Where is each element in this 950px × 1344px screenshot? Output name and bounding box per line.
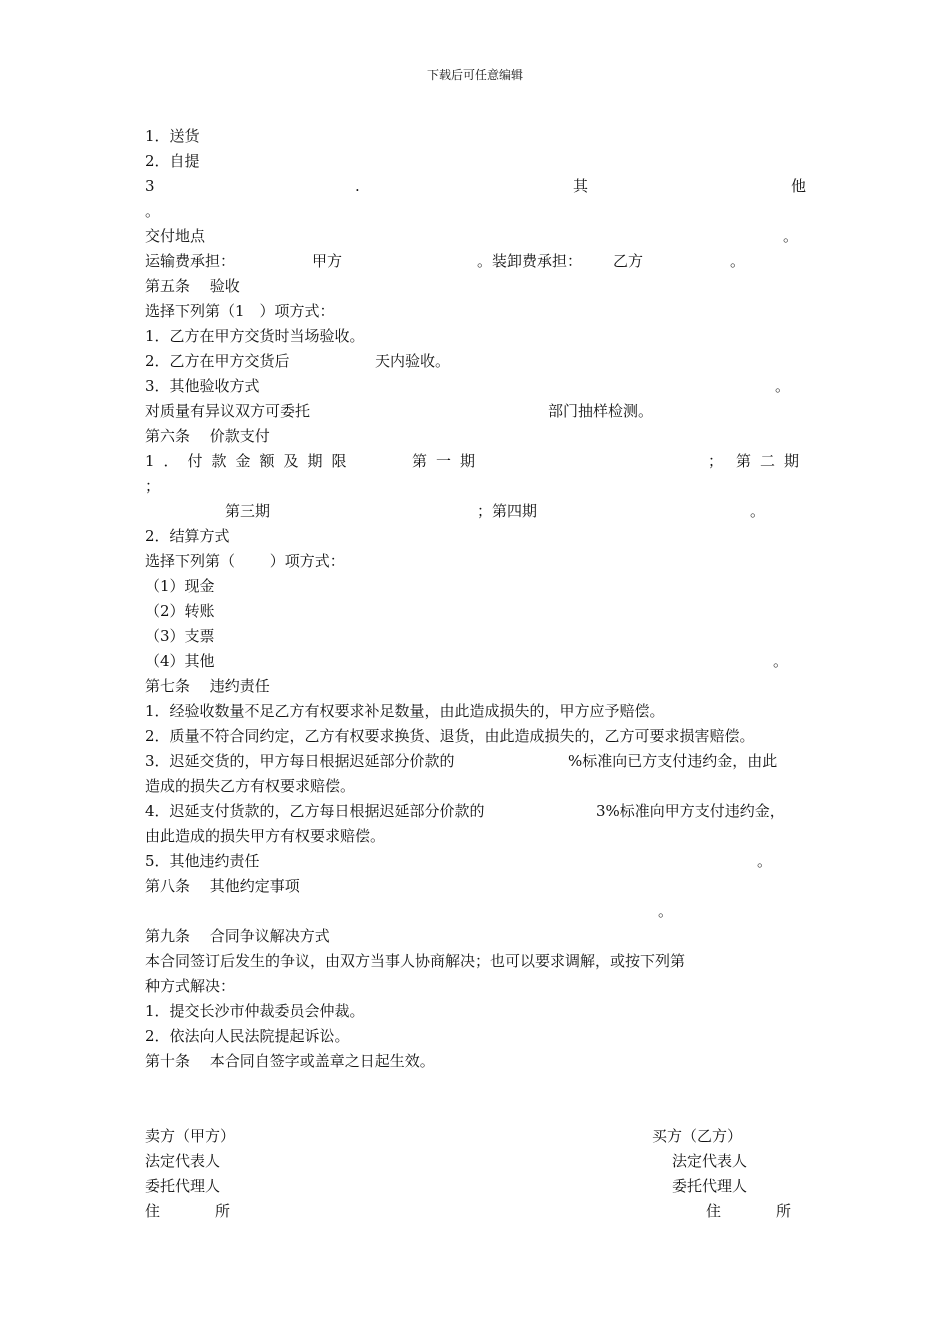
article-7-item-4: 4．迟延支付货款的，乙方每日根据迟延部分价款的 3%标准向甲方支付违约金， bbox=[145, 802, 785, 820]
article-9-line-1: 本合同签订后发生的争议，由双方当事人协商解决；也可以要求调解，或按下列第 bbox=[145, 952, 686, 970]
payment-terms-cont-2: 第三期 ；第四期 。 bbox=[225, 502, 766, 520]
delivery-option-3-end: 。 bbox=[145, 202, 161, 220]
article-5-item-3: 3．其他验收方式 。 bbox=[145, 377, 791, 395]
page-header: 下载后可任意编辑 bbox=[426, 68, 523, 82]
article-7-item-5: 5．其他违约责任 。 bbox=[145, 852, 773, 870]
delivery-option-2: 2．自提 bbox=[145, 152, 200, 170]
settlement-method: 2．结算方式 bbox=[145, 527, 230, 545]
article-8-title: 第八条 其他约定事项 bbox=[145, 877, 300, 895]
buyer-label: 买方（乙方） bbox=[652, 1127, 743, 1145]
payment-terms-cont-1: ； bbox=[145, 477, 161, 495]
settlement-option-cash: （1）现金 bbox=[145, 577, 215, 595]
signature-agent: 委托代理人 委托代理人 bbox=[145, 1177, 748, 1195]
article-5-item-1: 1．乙方在甲方交货时当场验收。 bbox=[145, 327, 365, 345]
article-10-title: 第十条 本合同自签字或盖章之日起生效。 bbox=[145, 1052, 435, 1070]
article-5-select: 选择下列第（1 ）项方式： bbox=[145, 302, 335, 320]
signature-parties bbox=[145, 1124, 807, 1149]
seller-label: 卖方（甲方） bbox=[145, 1127, 236, 1145]
settlement-option-cheque: （3）支票 bbox=[145, 627, 215, 645]
settlement-option-other: （4）其他 。 bbox=[145, 652, 789, 670]
article-9-line-2: 种方式解决： bbox=[145, 977, 236, 995]
article-9-title: 第九条 合同争议解决方式 bbox=[145, 927, 330, 945]
article-7-item-3-cont: 造成的损失乙方有权要求赔偿。 bbox=[145, 777, 356, 795]
delivery-place: 交付地点 。 bbox=[145, 227, 799, 245]
article-7-item-3: 3．迟延交货的，甲方每日根据迟延部分价款的 %标准向已方支付违约金，由此 bbox=[145, 752, 778, 770]
article-7-item-2: 2．质量不符合同约定，乙方有权要求换货、退货，由此造成损失的，乙方可要求损害赔偿。 bbox=[145, 727, 755, 745]
article-6-title: 第六条 价款支付 bbox=[145, 427, 270, 445]
settlement-select: 选择下列第（ ）项方式： bbox=[145, 552, 345, 570]
article-7-item-1: 1．经验收数量不足乙方有权要求补足数量，由此造成损失的，甲方应予赔偿。 bbox=[145, 702, 665, 720]
signature-address: 住 所 住 所 bbox=[145, 1202, 792, 1220]
transport-cost: 运输费承担： 甲方 。装卸费承担： 乙方 。 bbox=[145, 252, 746, 270]
article-7-title: 第七条 违约责任 bbox=[145, 677, 270, 695]
article-5-item-4: 对质量有异议双方可委托 部门抽样检测。 bbox=[145, 402, 654, 420]
settlement-option-transfer: （2）转账 bbox=[145, 602, 215, 620]
article-5-item-2: 2．乙方在甲方交货后 天内验收。 bbox=[145, 352, 451, 370]
article-8-blank: 。 bbox=[658, 902, 674, 920]
article-5-title: 第五条 验收 bbox=[145, 277, 240, 295]
article-9-option-2: 2．依法向人民法院提起诉讼。 bbox=[145, 1027, 350, 1045]
signature-representative: 法定代表人 法定代表人 bbox=[145, 1152, 748, 1170]
delivery-option-3: 3 . 其 他 bbox=[145, 177, 807, 195]
article-7-item-4-cont: 由此造成的损失甲方有权要求赔偿。 bbox=[145, 827, 386, 845]
delivery-option-1: 1．送货 bbox=[145, 127, 200, 145]
payment-terms: 1．付款金额及期限 第一期 ； 第二期 bbox=[145, 452, 809, 470]
contract-body bbox=[145, 124, 807, 1224]
article-9-option-1: 1．提交长沙市仲裁委员会仲裁。 bbox=[145, 1002, 365, 1020]
